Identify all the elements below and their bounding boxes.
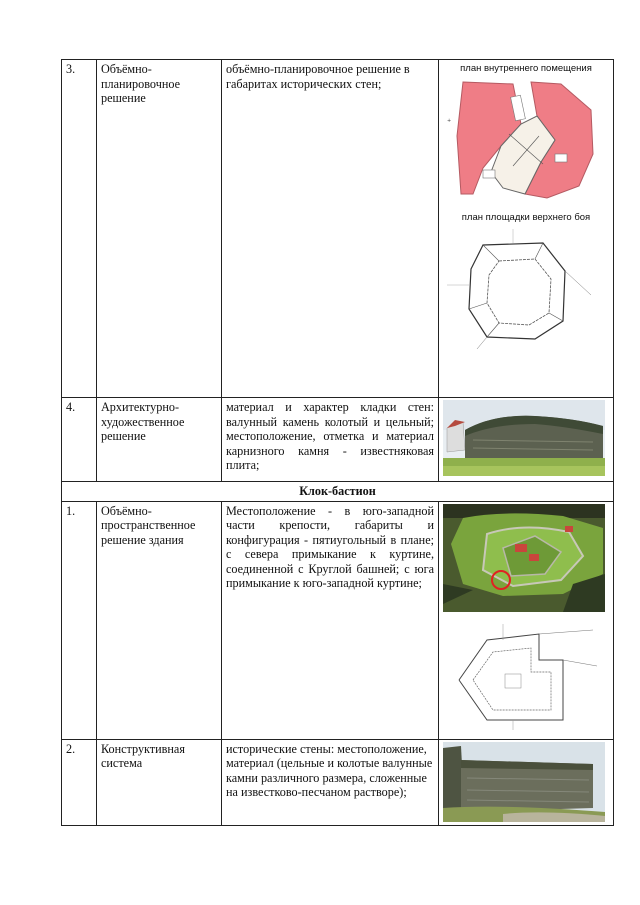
row-description: материал и характер кладки стен: валунный камень колотый и цельный; местоположение, отметка и материал карнизного камня - известняковая плита; — [222, 398, 439, 482]
caption-interior-plan: план внутреннего помещения — [460, 63, 592, 74]
row-number: 2. — [62, 739, 97, 825]
table-row — [62, 60, 614, 398]
row-title: Объёмно-пространственное решение здания — [97, 501, 222, 739]
table-row — [62, 501, 614, 739]
row-number: 1. — [62, 501, 97, 739]
caption-top-platform-plan: план площадки верхнего боя — [461, 212, 591, 223]
row-description: исторические стены: местоположение, материал (цельные и колотые валунные камни различного размера, сложенные на известково-песчаном растворе); — [222, 739, 439, 825]
wall-photo — [443, 400, 605, 476]
interior-plan-image — [443, 76, 603, 204]
row-title: Конструктивная система — [97, 739, 222, 825]
plans-cell — [439, 60, 614, 398]
bastion-plan-image — [443, 620, 605, 732]
aerial-photo — [443, 504, 605, 612]
photo-cell — [439, 739, 614, 825]
table-row — [62, 739, 614, 825]
row-number: 3. — [62, 60, 97, 398]
row-description: Местоположение - в юго-западной части крепости, габариты и конфигурация - пятиугольный в плане; с севера примыкание к куртине, соединенной с Круглой башней; с юга примыкание к юго-западной куртине; — [222, 501, 439, 739]
aerial-and-plan-cell — [439, 501, 614, 739]
section-header-row — [62, 482, 614, 502]
monument-table — [61, 59, 614, 826]
row-title: Архитектурно-художественное решение — [97, 398, 222, 482]
table-row — [62, 398, 614, 482]
row-title: Объёмно-планировочное решение — [97, 60, 222, 398]
section-title: Клок-бастион — [62, 482, 614, 502]
svg-text:+: + — [447, 118, 452, 124]
row-description: объёмно-планировочное решение в габаритах исторических стен; — [222, 60, 439, 398]
row-number: 4. — [62, 398, 97, 482]
masonry-photo — [443, 742, 605, 822]
top-platform-plan-image — [443, 225, 603, 353]
photo-cell — [439, 398, 614, 482]
